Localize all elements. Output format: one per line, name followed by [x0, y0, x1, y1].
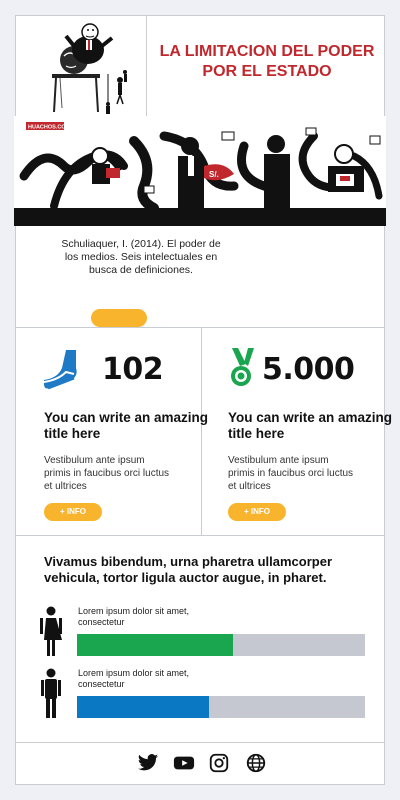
social-links [16, 744, 384, 784]
header [16, 16, 384, 116]
stat-block-2 [228, 348, 398, 528]
cartoon-illustration [16, 16, 147, 116]
infographic-card [15, 15, 393, 785]
stat-block-1 [44, 348, 214, 528]
bar-label: Lorem ipsum dolor sit amet, consectetur [78, 668, 190, 689]
instagram-icon[interactable] [208, 752, 230, 774]
bar-row-female [38, 606, 368, 666]
bar-track [77, 696, 365, 718]
info-button[interactable]: + INFO [44, 503, 102, 521]
divider [16, 327, 384, 328]
stat-title: You can write an amazing title here [44, 410, 209, 441]
banner-stamp: HUACHOS.COM [28, 124, 71, 131]
bar-fill [77, 696, 209, 718]
banner-illustration [14, 116, 386, 226]
female-icon [38, 606, 64, 656]
info-button[interactable]: + INFO [228, 503, 286, 521]
globe-icon[interactable] [245, 752, 267, 774]
bar-row-male [38, 668, 368, 728]
bar-fill [77, 634, 233, 656]
twitter-icon[interactable] [137, 752, 159, 774]
divider [16, 742, 384, 743]
section-title: Vivamus bibendum, urna pharetra ullamcorper vehicula, tortor ligula auctor augue, in pharet. [44, 554, 333, 585]
bar-track [77, 634, 365, 656]
shoe-icon [44, 348, 84, 392]
stat-body: Vestibulum ante ipsum primis in faucibus orci luctus et ultrices [228, 455, 354, 492]
stat-body: Vestibulum ante ipsum primis in faucibus orci luctus et ultrices [44, 455, 170, 492]
stat-title: You can write an amazing title here [228, 410, 393, 441]
page-title: LA LIMITACION DEL PODER POR EL ESTADO [159, 43, 375, 80]
stat-number: 102 [102, 352, 164, 387]
youtube-icon[interactable] [173, 752, 195, 774]
bar-label: Lorem ipsum dolor sit amet, consectetur [78, 606, 190, 627]
stat-number: 5.000 [262, 352, 355, 387]
citation-caption: Schuliaquer, I. (2014). El poder de los medios. Seis intelectuales en busca de definiciones. [61, 238, 221, 276]
male-icon [38, 668, 64, 718]
divider [16, 535, 384, 536]
banner-sign: S/. [209, 170, 219, 179]
caption-button[interactable] [91, 309, 147, 327]
